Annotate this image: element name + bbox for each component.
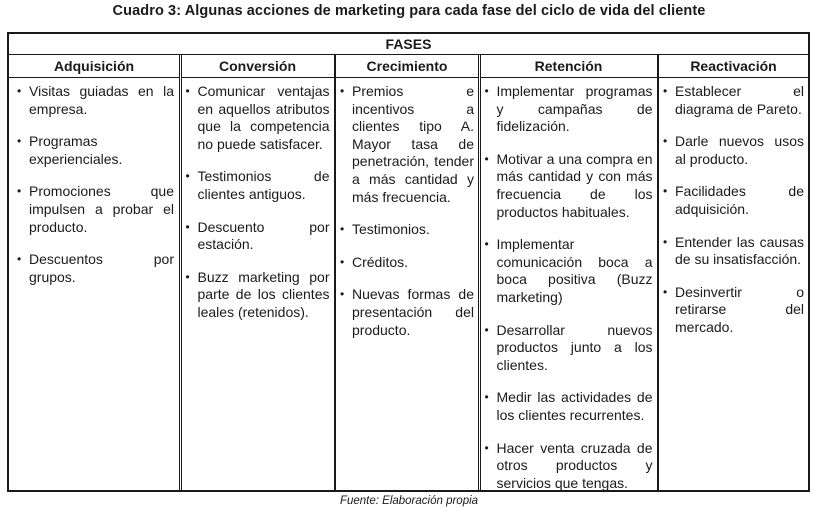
bullet-icon: • <box>340 222 345 237</box>
list-item <box>17 183 174 236</box>
bullet-icon: • <box>484 390 489 405</box>
list-item <box>340 221 474 239</box>
list-item <box>663 234 804 269</box>
list-item <box>663 133 804 168</box>
list-item <box>340 286 474 339</box>
table-caption: Cuadro 3: Algunas acciones de marketing para cada fase del ciclo de vida del cliente <box>112 3 706 19</box>
list-item-text: Hacer venta cruzada de otros productos y servicios que tengas. <box>496 439 653 491</box>
list-item-text: Implementar comunicación boca a boca positiva (Buzz marketing) <box>496 236 653 305</box>
bullet-icon: • <box>185 269 190 284</box>
list-item <box>485 151 653 221</box>
bullet-icon: • <box>340 287 345 302</box>
bullet-icon: • <box>484 151 489 166</box>
list-item <box>485 389 653 424</box>
list-item <box>186 168 330 203</box>
list-item-text: Implementar programas y campañas de fidelización. <box>496 83 653 135</box>
list-item <box>485 236 653 306</box>
column-body <box>336 78 478 339</box>
list-item-text: Desarrollar nuevos productos junto a los clientes. <box>496 321 653 373</box>
list-item-text: Comunicar ventajas en aquellos atributos que la competencia no puede satisfacer. <box>197 83 330 152</box>
list-item-text: Facilidades de adquisición. <box>675 183 804 217</box>
bullet-icon: • <box>185 84 190 98</box>
bullet-icon: • <box>663 84 668 98</box>
column-body <box>182 78 334 322</box>
list-item-text: Darle nuevos usos al producto. <box>675 133 804 167</box>
column-header: Retención <box>481 55 657 78</box>
list-item <box>17 133 174 168</box>
bullet-icon: • <box>484 322 489 337</box>
column-header: Conversión <box>182 55 334 78</box>
column-header: Crecimiento <box>336 55 478 78</box>
list-item-text: Buzz marketing por parte de los clientes leales (retenidos). <box>197 268 330 320</box>
column-reactivacion <box>658 55 808 490</box>
column-retencion <box>480 55 658 490</box>
list-item-text: Visitas guiadas en la empresa. <box>29 83 174 117</box>
list-item <box>663 83 804 118</box>
list-item <box>485 83 653 136</box>
list-item-text: Entender las causas de su insatisfacción. <box>675 233 804 268</box>
bullet-icon: • <box>17 252 22 267</box>
bullet-icon: • <box>663 134 668 149</box>
list-item-text: Promociones que impulsen a probar el producto. <box>29 183 174 235</box>
source-note: Fuente: Elaboración propia <box>339 495 479 507</box>
bullet-icon: • <box>663 284 668 299</box>
phase-columns <box>9 55 808 490</box>
bullet-icon: • <box>484 84 489 98</box>
list-item <box>663 284 804 337</box>
list-item-text: Medir las actividades de los clientes recurrentes. <box>496 389 653 423</box>
bullet-icon: • <box>663 234 668 249</box>
list-item-text: Desinvertir o retirarse del mercado. <box>675 283 804 335</box>
bullet-icon: • <box>340 254 345 269</box>
list-item-text: Premios e incentivos a clientes tipo A. Mayor tasa de penetración, tender a más cantidad y más frecuencia. <box>352 83 474 205</box>
list-item-text: Descuento por estación. <box>197 218 330 253</box>
list-item-text: Nuevas formas de presentación del producto. <box>352 286 474 338</box>
bullet-icon: • <box>484 440 489 455</box>
bullet-icon: • <box>340 84 345 98</box>
list-item <box>340 254 474 272</box>
column-header: Adquisición <box>9 55 179 78</box>
list-item-text: Programas experienciales. <box>29 133 123 167</box>
list-item <box>186 269 330 322</box>
column-header: Reactivación <box>659 55 808 78</box>
list-item-text: Créditos. <box>352 253 409 270</box>
list-item <box>186 219 330 254</box>
column-adquisicion <box>9 55 180 490</box>
list-item-text: Testimonios. <box>352 221 430 238</box>
bullet-icon: • <box>17 134 22 149</box>
bullet-icon: • <box>484 237 489 252</box>
bullet-icon: • <box>17 84 22 98</box>
column-body <box>9 78 179 286</box>
list-item-text: Motivar a una compra en más cantidad y con más frecuencia de los productos habituales. <box>496 150 653 220</box>
column-crecimiento <box>335 55 479 490</box>
list-item <box>485 440 653 493</box>
list-item <box>17 83 174 118</box>
list-item-text: Testimonios de clientes antiguos. <box>197 168 330 202</box>
list-item <box>186 83 330 153</box>
list-item-text: Descuentos por grupos. <box>29 251 174 285</box>
column-conversion <box>181 55 335 490</box>
list-item <box>340 83 474 206</box>
fases-header: FASES <box>9 34 808 55</box>
list-item <box>485 322 653 375</box>
list-item <box>17 251 174 286</box>
column-body <box>481 78 657 492</box>
bullet-icon: • <box>185 169 190 184</box>
list-item <box>663 183 804 218</box>
bullet-icon: • <box>17 184 22 199</box>
bullet-icon: • <box>185 219 190 234</box>
column-body <box>659 78 808 337</box>
list-item-text: Establecer el diagrama de Pareto. <box>675 83 804 117</box>
marketing-phases-table <box>7 32 810 492</box>
bullet-icon: • <box>663 184 668 199</box>
